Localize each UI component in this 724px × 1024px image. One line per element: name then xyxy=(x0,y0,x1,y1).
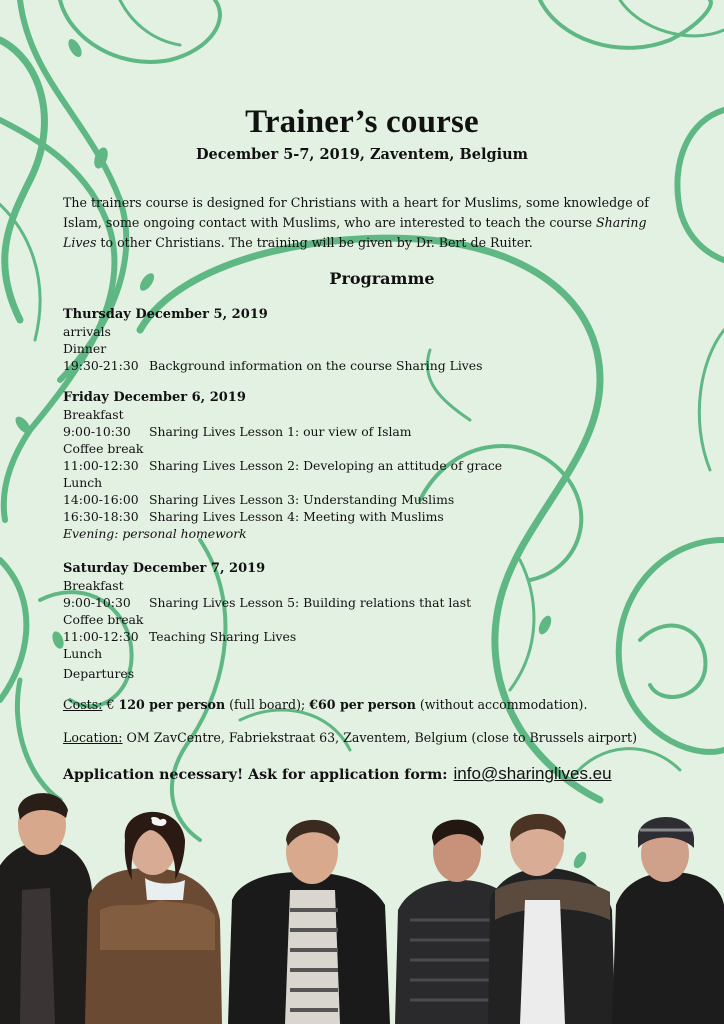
costs-line xyxy=(63,697,587,712)
schedule-row xyxy=(63,323,623,340)
schedule-row xyxy=(63,611,623,628)
person-5 xyxy=(488,814,615,1024)
intro-text-2: to other Christians. The training will be given by Dr. Bert de Ruiter. xyxy=(96,235,533,250)
person-6 xyxy=(612,817,724,1024)
costs-label: Costs: xyxy=(63,697,103,712)
schedule-time: 14:00-16:00 xyxy=(63,492,139,507)
schedule-text: Lunch xyxy=(63,646,103,661)
schedule-text: Coffee break xyxy=(63,441,144,456)
schedule-text: Breakfast xyxy=(63,578,124,593)
schedule-time: 16:30-18:30 xyxy=(63,509,139,524)
schedule-row xyxy=(63,491,623,508)
schedule-text: Dinner xyxy=(63,341,107,356)
costs-partial: €60 per person xyxy=(309,697,416,712)
schedule-row xyxy=(63,645,623,662)
schedule-row xyxy=(63,577,623,594)
schedule-text: Breakfast xyxy=(63,407,124,422)
schedule-text: Sharing Lives Lesson 2: Developing an attitude of grace xyxy=(149,458,503,473)
schedule-row xyxy=(63,457,623,474)
schedule-text: Sharing Lives Lesson 5: Building relations that last xyxy=(149,595,472,610)
intro-emphasis: Sharing Lives xyxy=(63,215,647,250)
schedule-row xyxy=(63,508,623,525)
schedule-text: Sharing Lives Lesson 3: Understanding Muslims xyxy=(149,492,455,507)
schedule-time: 19:30-21:30 xyxy=(63,358,139,373)
person-1 xyxy=(0,793,95,1024)
intro-paragraph xyxy=(63,193,673,253)
schedule-row xyxy=(63,440,623,457)
person-3 xyxy=(228,820,390,1024)
page-subtitle: December 5-7, 2019, Zaventem, Belgium xyxy=(195,146,529,163)
schedule-text: Sharing Lives Lesson 4: Meeting with Muslims xyxy=(149,509,444,524)
costs-partial-note: (without accommodation). xyxy=(415,697,588,712)
schedule-text: Sharing Lives Lesson 1: our view of Islam xyxy=(149,424,412,439)
intro-text-1: The trainers course is designed for Christians with a heart for Muslims, some knowledge of Islam, some ongoing contact with Muslims, who are interested to teach the course xyxy=(63,195,649,230)
schedule-time: 9:00-10:30 xyxy=(63,424,131,439)
day-title: Friday December 6, 2019 xyxy=(63,390,246,405)
schedule-row xyxy=(63,357,623,374)
day-title: Thursday December 5, 2019 xyxy=(63,307,268,322)
schedule-text: arrivals xyxy=(63,324,111,339)
schedule-row xyxy=(63,665,623,682)
schedule-note: Evening: personal homework xyxy=(63,526,247,541)
schedule-row xyxy=(63,340,623,357)
email-link[interactable]: info@sharinglives.eu xyxy=(453,764,612,783)
day-friday xyxy=(63,389,623,542)
application-text: Application necessary! Ask for application form: xyxy=(63,767,448,783)
day-saturday xyxy=(63,560,623,682)
schedule-time: 9:00-10:30 xyxy=(63,595,131,610)
schedule-text: Lunch xyxy=(63,475,103,490)
schedule-text: Teaching Sharing Lives xyxy=(149,629,297,644)
costs-prefix: € xyxy=(102,697,119,712)
location-line xyxy=(63,730,637,745)
schedule-row xyxy=(63,594,623,611)
schedule-row xyxy=(63,628,623,645)
schedule-text: Departures xyxy=(63,666,135,681)
programme-heading: Programme xyxy=(329,269,435,288)
schedule-time: 11:00-12:30 xyxy=(63,458,139,473)
location-text: OM ZavCentre, Fabriekstraat 63, Zaventem, Belgium (close to Brussels airport) xyxy=(122,730,638,745)
schedule-row xyxy=(63,406,623,423)
schedule-time: 11:00-12:30 xyxy=(63,629,139,644)
schedule-text: Background information on the course Sharing Lives xyxy=(149,358,483,373)
costs-full: 120 per person xyxy=(118,697,226,712)
schedule-text: Coffee break xyxy=(63,612,144,627)
costs-full-note: (full board); xyxy=(225,697,310,712)
schedule-row xyxy=(63,474,623,491)
day-title: Saturday December 7, 2019 xyxy=(63,561,266,576)
person-2 xyxy=(85,812,222,1024)
day-thursday xyxy=(63,306,623,374)
schedule-row xyxy=(63,423,623,440)
location-label: Location: xyxy=(63,730,123,745)
group-photo xyxy=(0,780,724,1024)
page-title: Trainer’s course xyxy=(245,104,479,140)
